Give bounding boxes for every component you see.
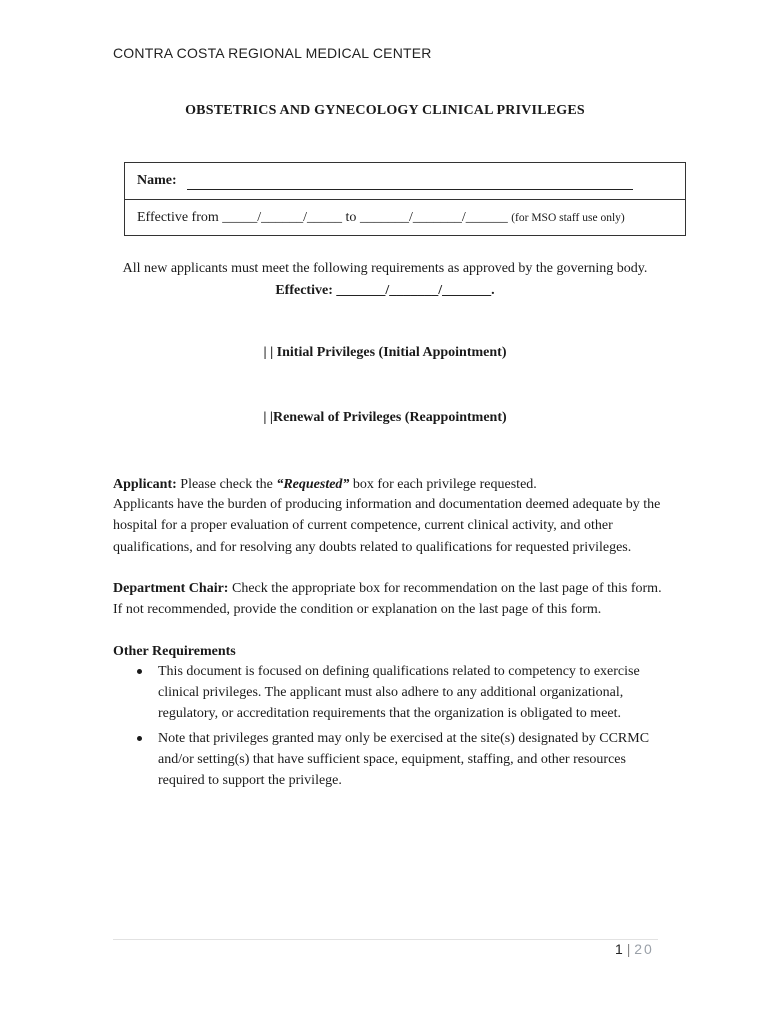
mso-note: (for MSO staff use only)	[511, 212, 625, 224]
bullet-icon	[137, 669, 142, 674]
to-label: to	[345, 210, 357, 225]
initial-privileges-checkbox[interactable]: | |	[263, 345, 274, 360]
bullet-line: Note that privileges granted may only be exercised at the site(s) designated by CCRMC	[158, 731, 650, 746]
initial-privileges-option[interactable]	[0, 345, 770, 361]
applicant-para-line: hospital for a proper evaluation of current competence, current clinical activity, and other	[113, 518, 613, 533]
effective-from-label: Effective from	[137, 210, 219, 225]
applicant-intro: Please check the	[180, 477, 273, 492]
renewal-privileges-label: Renewal of Privileges (Reappointment)	[272, 410, 507, 425]
applicant-instruction	[113, 474, 537, 495]
bullet-line: regulatory, or accreditation requirements that the organization is obligated to meet.	[158, 706, 622, 721]
page-number	[615, 941, 654, 957]
department-chair-label: Department Chair:	[113, 581, 229, 596]
box-divider	[125, 199, 685, 200]
other-requirements-heading: Other Requirements	[113, 644, 236, 659]
from-date-field[interactable]: _____/______/_____	[222, 210, 343, 225]
requested-term: “Requested”	[276, 477, 350, 492]
applicant-label: Applicant:	[113, 477, 177, 492]
total-pages: 20	[634, 941, 654, 957]
bullet-line: required to support the privilege.	[158, 773, 342, 788]
department-chair-text: Check the appropriate box for recommendation on the last page of this form.	[231, 581, 662, 596]
renewal-privileges-checkbox[interactable]: | |	[263, 410, 273, 425]
renewal-privileges-option[interactable]	[0, 410, 770, 426]
bullet-line: and/or setting(s) that have sufficient space, equipment, staffing, and other resources	[158, 752, 626, 767]
applicant-info-box	[124, 162, 686, 236]
department-chair-line: If not recommended, provide the condition or explanation on the last page of this form.	[113, 602, 602, 617]
name-label: Name:	[137, 173, 177, 188]
requirements-statement: All new applicants must meet the following requirements as approved by the governing body.	[122, 261, 648, 276]
effective-dates-row	[137, 210, 625, 226]
department-chair-instruction	[113, 578, 662, 599]
initial-privileges-label: Initial Privileges (Initial Appointment)	[276, 345, 507, 360]
bullet-line: clinical privileges. The applicant must also adhere to any additional organizational,	[158, 685, 624, 700]
document-title: OBSTETRICS AND GYNECOLOGY CLINICAL PRIVILEGES	[185, 103, 585, 118]
organization-header: CONTRA COSTA REGIONAL MEDICAL CENTER	[113, 45, 432, 61]
effective-date-line: Effective: _______/_______/_______.	[275, 283, 495, 298]
applicant-para-line: Applicants have the burden of producing information and documentation deemed adequate by the	[113, 497, 661, 512]
bullet-icon	[137, 736, 142, 741]
applicant-rest: box for each privilege requested.	[352, 477, 537, 492]
current-page: 1	[615, 941, 623, 957]
to-date-field[interactable]: _______/_______/______	[359, 210, 508, 225]
page-separator: |	[626, 941, 631, 957]
applicant-para-line: qualifications, and for resolving any doubts related to qualifications for requested privileges.	[113, 540, 632, 555]
bullet-line: This document is focused on defining qualifications related to competency to exercise	[158, 664, 640, 679]
name-field[interactable]	[187, 189, 633, 190]
footer-divider	[113, 939, 658, 940]
